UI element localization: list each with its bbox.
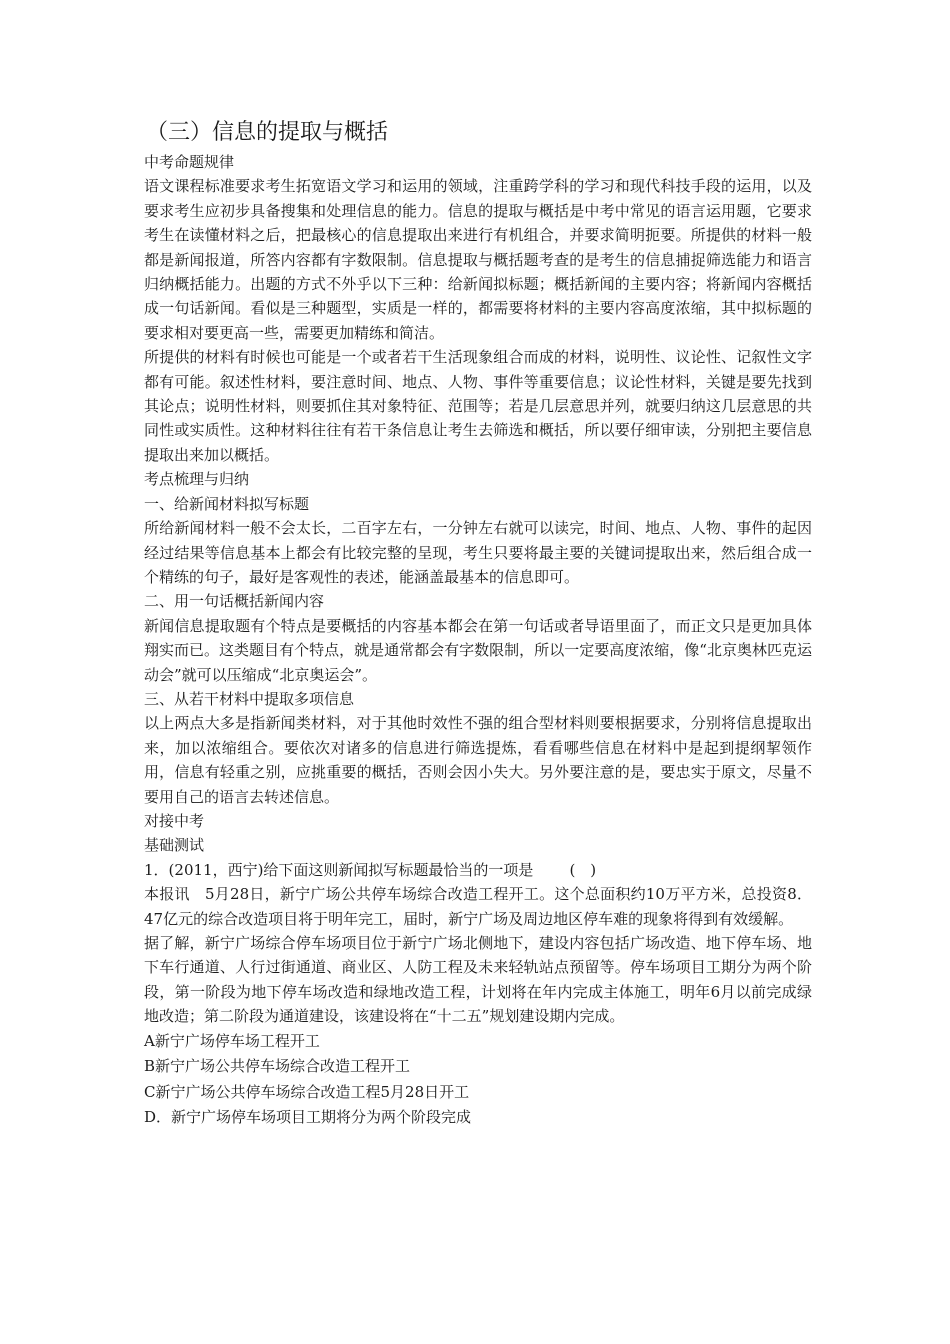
question-1-stem	[144, 858, 812, 882]
paragraph-exam-rules-2: 所提供的材料有时候也可能是一个或者若干生活现象组合而成的材料，说明性、议论性、记叙性文字都有可能。叙述性材料，要注意时间、地点、人物、事件等重要信息；议论性材料，关键是要先找到其论点；说明性材料，则要抓住其对象特征、范围等；若是几层意思并列，就要归纳这几层意思的共同性或实质性。这种材料往往有若干条信息让考生去筛选和概括，所以要仔细审读，分别把主要信息提取出来加以概括。	[144, 348, 812, 464]
heading-exam-practice: 对接中考	[144, 811, 205, 830]
heading-basic-test: 基础测试	[144, 836, 205, 855]
paragraph-subsection-3: 以上两点大多是指新闻类材料，对于其他时效性不强的组合型材料则要根据要求，分别将信息提取出来，加以浓缩组合。要依次对诸多的信息进行筛选提炼，看看哪些信息在材料中是起到提纲挈领作用，信息有轻重之别，应挑重要的概括，否则会因小失大。另外要注意的是，要忠实于原文，尽量不要用自己的语言去转述信息。	[144, 714, 812, 806]
answer-bracket: ( )	[569, 860, 597, 879]
paragraph-subsection-2: 新闻信息提取题有个特点是要概括的内容基本都会在第一句话或者导语里面了，而正文只是更加具体翔实而已。这类题目有个特点，就是通常都会有字数限制，所以一定要高度浓缩，像“北京奥林匹克运动会”就可以压缩成“北京奥运会”。	[144, 616, 812, 684]
news-paragraph-2: 据了解，新宁广场综合停车场项目位于新宁广场北侧地下，建设内容包括广场改造、地下停车场、地下车行通道、人行过街通道、商业区、人防工程及未来轻轨站点预留等。停车场项目工期分为两个阶段，第一阶段为地下停车场改造和绿地改造工程，计划将在年内完成主体施工，明年6月以前完成绿地改造；第二阶段为通道建设，该建设将在“十二五”规划建设期内完成。	[144, 934, 812, 1026]
paragraph-exam-rules-1: 语文课程标准要求考生拓宽语文学习和运用的领域，注重跨学科的学习和现代科技手段的运用，以及要求考生应初步具备搜集和处理信息的能力。信息的提取与概括是中考中常见的语言运用题，它要求考生在读懂材料之后，把最核心的信息提取出来进行有机组合，并要求简明扼要。所提供的材料一般都是新闻报道，所答内容都有字数限制。信息提取与概括题考查的是考生的信息捕捉筛选能力和语言归纳概括能力。出题的方式不外乎以下三种：给新闻拟标题；概括新闻的主要内容；将新闻内容概括成一句话新闻。看似是三种题型，实质是一样的，都需要将材料的主要内容高度浓缩，其中拟标题的要求相对要更高一些，需要更加精练和简洁。	[144, 177, 812, 342]
heading-exam-rules: 中考命题规律	[144, 153, 235, 171]
subheading-3: 三、从若干材料中提取多项信息	[144, 689, 355, 708]
subheading-2: 二、用一句话概括新闻内容	[144, 592, 325, 611]
paragraph-subsection-1: 所给新闻材料一般不会太长，二百字左右，一分钟左右就可以读完，时间、地点、人物、事件的起因经过结果等信息基本上都会有比较完整的呈现，考生只要将最主要的关键词提取出来，然后组合成一个精练的句子，最好是客观性的表述，能涵盖最基本的信息即可。	[144, 519, 812, 586]
section-title: （三）信息的提取与概括	[146, 120, 389, 145]
option-b: B新宁广场公共停车场综合改造工程开工	[144, 1057, 411, 1076]
option-a: A新宁广场停车场工程开工	[144, 1031, 320, 1050]
document-page	[144, 118, 812, 1131]
news-paragraph-1: 本报讯 5月28日，新宁广场公共停车场综合改造工程开工。这个总面积约10万平方米，总投资8．47亿元的综合改造项目将于明年完工，届时，新宁广场及周边地区停车难的现象将得到有效缓解。	[144, 885, 812, 928]
option-d: D．新宁广场停车场项目工期将分为两个阶段完成	[144, 1108, 472, 1127]
heading-review: 考点梳理与归纳	[144, 470, 250, 489]
question-stem-text: 1．(2011，西宁)给下面这则新闻拟写标题最恰当的一项是	[144, 860, 534, 879]
subheading-1: 一、给新闻材料拟写标题	[144, 494, 310, 513]
option-c: C新宁广场公共停车场综合改造工程5月28日开工	[144, 1082, 470, 1101]
